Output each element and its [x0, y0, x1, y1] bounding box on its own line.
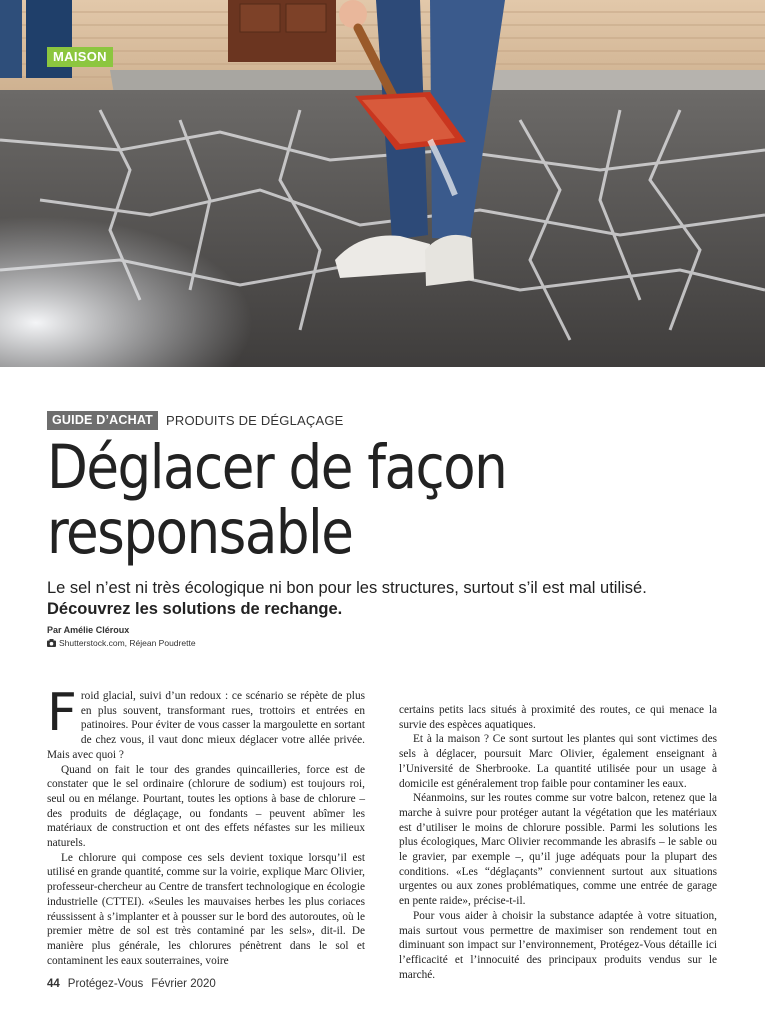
- photo-credit: [47, 638, 196, 648]
- paragraph: Et à la maison ? Ce sont surtout les plantes qui sont victimes des sels à déglacer, poursuit Marc Olivier, également enseignant à l’Université de Sherbrooke. La quantité utilisée pour un usage à domicile est généralement trop faible pour contaminer les eaux.: [399, 733, 717, 790]
- drop-cap: F: [47, 683, 77, 743]
- paragraph: Pour vous aider à choisir la substance adaptée à votre situation, mais surtout vous permettre de maximiser son rendement tout en diminuant son impact sur l’environnement, Protégez-Vous détaille ici l’efficacité et l’innocuité des principaux produits vendus sur le marché.: [399, 909, 717, 981]
- credit-text: Shutterstock.com, Réjean Poudrette: [59, 638, 196, 648]
- paragraph: [47, 683, 365, 763]
- headline: [47, 431, 737, 568]
- magazine-name: Protégez-Vous: [67, 978, 144, 990]
- deck: [47, 578, 747, 620]
- body-column-right: [399, 703, 717, 982]
- paragraph: Néanmoins, sur les routes comme sur votre balcon, retenez que la marche à suivre pour protéger autant la végétation que les matériaux est d’utiliser le moins de chlorure possible. Parmi les solutions les plus écologiques, Marc Olivier recommande les abrasifs – le sable ou le gravier, par exemple –, qu’il juge adéquats pour la plupart des conditions. «Les “déglaçants” conviennent surtout aux situations urgentes ou aux zones problématiques, comme une entrée de garage en pente raide», précise-t-il.: [399, 792, 717, 908]
- photo-illustration: [0, 0, 765, 367]
- deck-line-2: Découvrez les solutions de rechange.: [47, 600, 343, 618]
- deck-line-1: Le sel n’est ni très écologique ni bon pour les structures, surtout s’il est mal utilisé.: [47, 579, 647, 597]
- headline-line-2: responsable: [47, 496, 353, 568]
- page-footer: [47, 978, 216, 990]
- camera-icon: [47, 639, 56, 647]
- paragraph: certains petits lacs situés à proximité des routes, ce qui menace la survie des espèces aquatiques.: [399, 704, 717, 731]
- paragraph: Quand on fait le tour des grandes quincailleries, force est de constater que le sel ordinaire (chlorure de sodium) est toujours roi, seul ou en mélange. Pourtant, toutes les options à base de chlorure – des produits de déglaçage, ou fondants – peuvent abîmer les matériaux de construction et ont des effets néfastes sur les milieux naturels.: [47, 763, 365, 850]
- section-tag: MAISON: [47, 47, 113, 67]
- kicker-topic: PRODUITS DE DÉGLAÇAGE: [165, 413, 344, 428]
- hero-photo: [0, 0, 765, 367]
- paragraph-text: roid glacial, suivi d’un redoux : ce scénario se répète de plus en plus souvent, transformant rues, trottoirs et entrées en patinoires. Pour éviter de vous casser la margoulette en sortant de chez vous, il vaut donc mieux déglacer votre allée privée. Mais avec quoi ?: [47, 690, 365, 761]
- headline-line-1: Déglacer de façon: [47, 431, 507, 503]
- byline: Par Amélie Cléroux: [47, 625, 130, 635]
- paragraph: Le chlorure qui compose ces sels devient toxique lorsqu’il est utilisé en grande quantité, comme sur la voirie, explique Marc Olivier, professeur-chercheur au Centre de transfert technologique en écologie industrielle (CTTEI). «Seules les mauvaises herbes les plus coriaces réussissent à s’implanter et à pousser sur le bord des autoroutes, où le premier mètre de sol est très contaminé par les sels», dit-il. De manière plus générale, les chlorures pénètrent dans le sol et contaminent les eaux souterraines, voire: [47, 851, 365, 967]
- kicker: [47, 411, 344, 430]
- page-number: 44: [47, 978, 60, 990]
- kicker-badge: GUIDE D’ACHAT: [47, 411, 158, 430]
- body-column-left: [47, 683, 365, 968]
- issue-date: Février 2020: [151, 978, 216, 990]
